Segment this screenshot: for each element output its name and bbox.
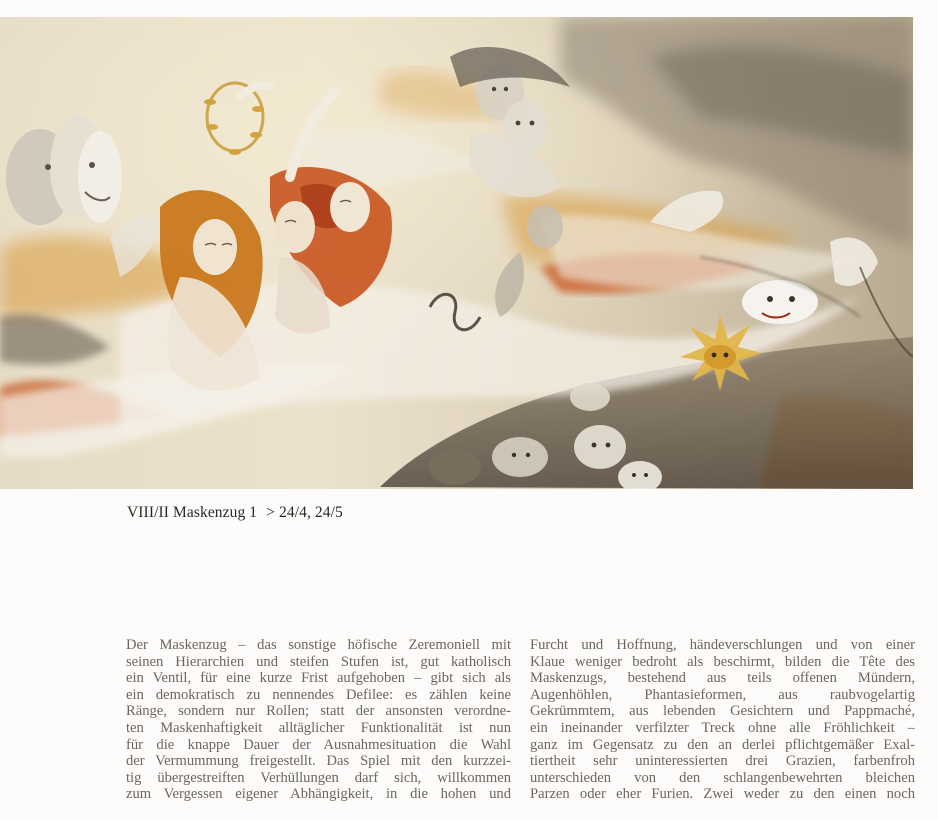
text-line: ein demokratisch zu nennendes Defilee: es zählen keine [126,686,511,703]
text-line: tiertheit sehr uninteressierten drei Grazien, farbenfroh [530,753,915,770]
text-line: Augenhöhlen, Phantasieformen, aus raubvogelartig [530,686,915,703]
painting-maskenzug [0,17,913,489]
text-line: Maskenzugs, bestehend aus teils offenen Mündern, [530,670,915,687]
caption-title: VIII/II Maskenzug 1 [127,504,258,521]
text-line: für die knappe Dauer der Ausnahmesituation die Wahl [126,736,511,753]
text-line: ein Ventil, für eine kurze Frist aufgehoben – gibt sich als [126,670,511,687]
text-line: tig übergestreiften Verhüllungen darf sich, willkommen [126,769,511,786]
text-line: Parzen oder eher Furien. Zwei weder zu den einen noch [530,786,915,803]
text-line: Gekrümmtem, aus lebenden Gesichtern und Pappmaché, [530,703,915,720]
text-column-left [126,637,511,803]
text-line: Ränge, sondern nur Rollen; statt der ansonsten verordne- [126,703,511,720]
text-line: Der Maskenzug – das sonstige höfische Zeremoniell mit [126,637,511,653]
text-line: zum Vergessen eigener Abhängigkeit, in die hohen und [126,786,511,803]
text-line: seinen Hierarchien und steifen Stufen ist, gut katholisch [126,653,511,670]
text-line: unterschieden von den schlangenbewehrten bleichen [530,769,915,786]
plate-caption [127,504,343,522]
painting-plate [0,17,913,489]
text-line: der Vermummung freigestellt. Das Spiel mit den kurzzei- [126,753,511,770]
text-line: Furcht und Hoffnung, händeverschlungen und von einer [530,637,915,653]
caption-ref: > 24/4, 24/5 [266,504,343,521]
text-column-right [530,637,915,803]
text-line: ein ineinander verfilzter Treck ohne alle Fröhlichkeit – [530,719,915,736]
text-line: ten Maskenhaftigkeit alltäglicher Funktionalität ist nun [126,719,511,736]
text-line: Klaue weniger bedroht als beschirmt, bilden die Tête des [530,653,915,670]
text-line: ganz im Gegensatz zu den an derlei pflichtgemäßer Exal- [530,736,915,753]
